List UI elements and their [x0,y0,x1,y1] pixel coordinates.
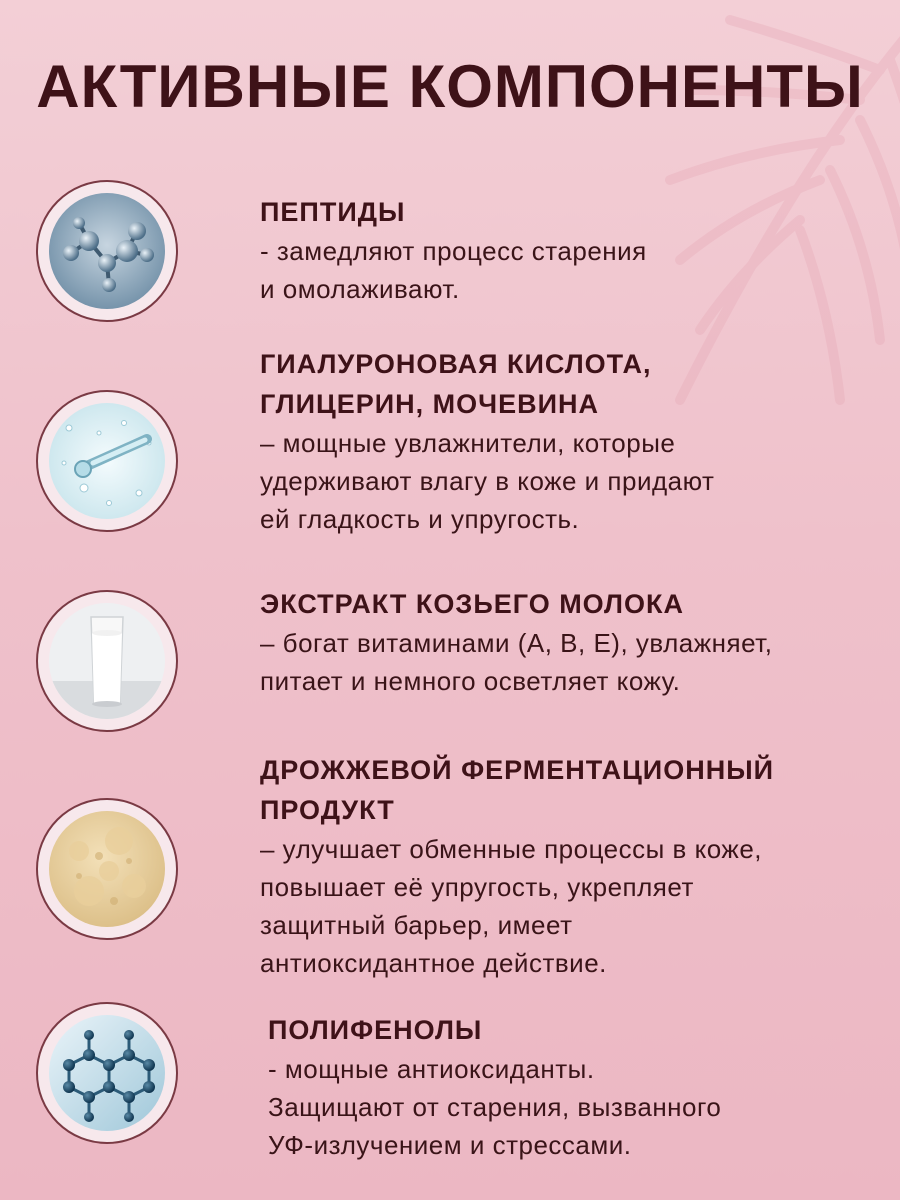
component-item-peptides [0,180,900,330]
component-description-line: защитный барьер, имеет [260,910,573,940]
page-title: АКТИВНЫЕ КОМПОНЕНТЫ [36,53,864,120]
component-heading: ГИАЛУРОНОВАЯ КИСЛОТА, [260,349,652,379]
powder-icon [49,811,165,927]
component-heading: ПЕПТИДЫ [260,197,406,227]
component-item-yeast-ferment [0,755,900,978]
component-description-line: Защищают от старения, вызванного [268,1092,722,1122]
component-description-line: повышает её упругость, укрепляет [260,872,694,902]
component-description-line: - замедляют процесс старения [260,236,647,266]
component-heading: ПРОДУКТ [260,795,395,825]
component-description-line: удерживают влагу в коже и придают [260,466,715,496]
component-heading: ПОЛИФЕНОЛЫ [268,1015,483,1045]
component-item-goat-milk [0,590,900,740]
component-heading: ГЛИЦЕРИН, МОЧЕВИНА [260,389,600,419]
component-description-line: – улучшает обменные процессы в коже, [260,834,762,864]
component-description-line: питает и немного осветляет кожу. [260,666,681,696]
component-description-line: – мощные увлажнители, которые [260,428,676,458]
component-description-line: УФ-излучением и стрессами. [268,1130,632,1160]
milk-glass-icon [49,603,165,719]
component-description-line: ей гладкость и упругость. [260,504,580,534]
component-heading: ДРОЖЖЕВОЙ ФЕРМЕНТАЦИОННЫЙ [260,755,775,785]
molecular-network-icon [49,1015,165,1131]
component-description-line: – богат витаминами (А, В, Е), увлажняет, [260,628,773,658]
component-description-line: и омолаживают. [260,274,460,304]
component-heading: ЭКСТРАКТ КОЗЬЕГО МОЛОКА [260,589,684,619]
pipette-drop-icon [49,403,165,519]
component-description-line: - мощные антиоксиданты. [268,1054,595,1084]
component-description-line: антиоксидантное действие. [260,948,607,978]
component-item-hyaluronic [0,349,900,540]
molecule-icon [49,193,165,309]
component-item-polyphenols [0,1002,900,1160]
